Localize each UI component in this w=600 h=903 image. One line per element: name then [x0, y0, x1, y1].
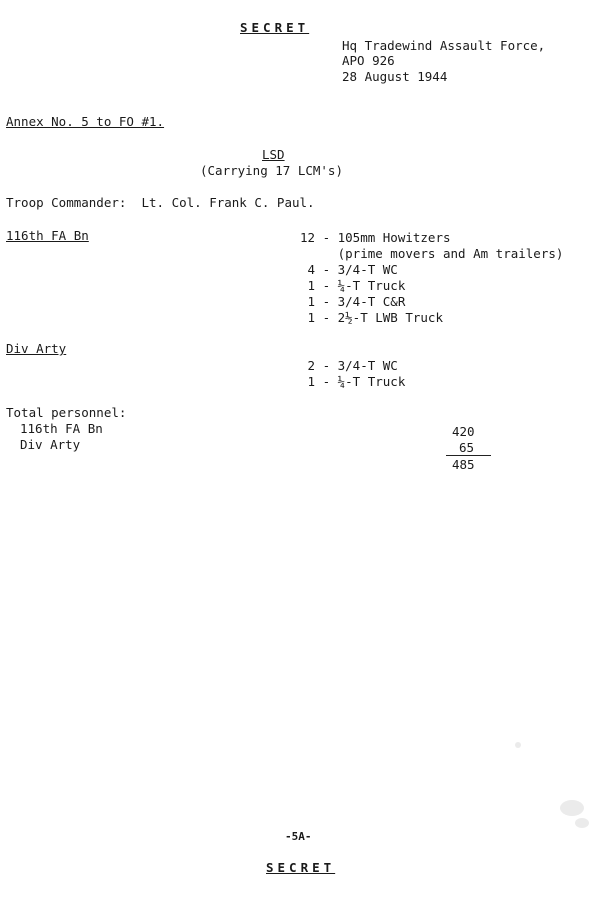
troop-commander: Troop Commander: Lt. Col. Frank C. Paul.	[6, 195, 315, 210]
scan-smudge	[515, 742, 521, 748]
classification-bottom: SECRET	[266, 860, 336, 875]
header-date: 28 August 1944	[342, 69, 448, 84]
equipment-item: 1 - ¼-T Truck	[300, 278, 406, 293]
equipment-item: 12 - 105mm Howitzers	[300, 230, 451, 245]
header-apo: APO 926	[342, 53, 395, 68]
unit-name: 116th FA Bn	[6, 228, 89, 243]
equipment-item: 4 - 3/4-T WC	[300, 262, 398, 277]
equipment-item: (prime movers and Am trailers)	[300, 246, 564, 261]
equipment-item: 1 - ¼-T Truck	[300, 374, 406, 389]
equipment-item: 1 - 3/4-T C&R	[300, 294, 406, 309]
equipment-item: 2 - 3/4-T WC	[300, 358, 398, 373]
personnel-unit: 116th FA Bn	[20, 421, 103, 436]
scan-smudge	[560, 800, 584, 816]
personnel-count: 420	[452, 424, 475, 439]
total-rule	[446, 455, 491, 456]
personnel-count: 65	[459, 440, 475, 455]
annex-title: Annex No. 5 to FO #1.	[6, 114, 165, 129]
scan-smudge	[575, 818, 589, 828]
vessel-name: LSD	[262, 147, 285, 162]
header-unit: Hq Tradewind Assault Force,	[342, 38, 546, 53]
personnel-total: 485	[452, 457, 475, 472]
page-number: -5A-	[285, 830, 312, 843]
vessel-carrying: (Carrying 17 LCM's)	[200, 163, 343, 178]
personnel-label: Total personnel:	[6, 405, 127, 420]
classification-top: SECRET	[240, 20, 310, 35]
personnel-unit: Div Arty	[20, 437, 81, 452]
unit-name: Div Arty	[6, 341, 67, 356]
equipment-item: 1 - 2½-T LWB Truck	[300, 310, 443, 325]
